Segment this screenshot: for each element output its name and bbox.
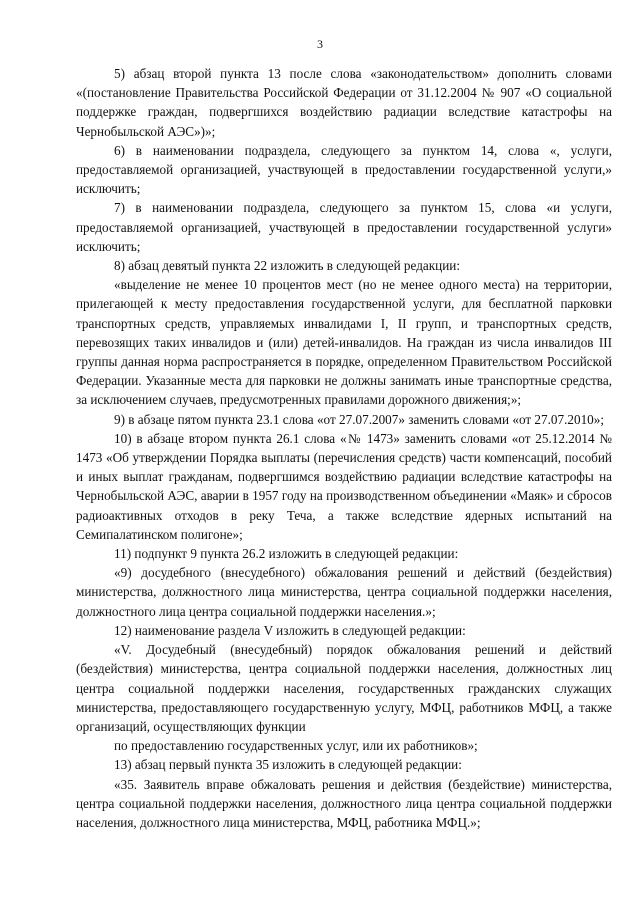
paragraph-item-8: 8) абзац девятый пункта 22 изложить в следующей редакции: bbox=[114, 258, 461, 274]
page-number: 3 bbox=[317, 37, 323, 51]
paragraph-quote-section-v-continued: по предоставлению государственных услуг, или их работников»; bbox=[114, 738, 478, 754]
paragraph-item-11: 11) подпункт 9 пункта 26.2 изложить в следующей редакции: bbox=[114, 546, 459, 562]
paragraph-quote-parking: «выделение не менее 10 процентов мест (но не менее одного места) на территории, прилегающей к месту предоставления государственной услуги, для бесплатной парковки транспортных средств, управляемых инвалидами I, II групп, и транспортных средств, перевозящих таких инвалидов и (или) детей-инвалидов. На граждан из числа инвалидов III группы данная норма распространяется в порядке, определенном Правительством Российской Федерации. Указанные места для парковки не должны занимать иные транспортные средства, за исключением случаев, предусмотренных правилами дорожного движения;»; bbox=[76, 277, 612, 408]
document-body bbox=[76, 64, 612, 832]
paragraph-item-12: 12) наименование раздела V изложить в следующей редакции: bbox=[114, 622, 466, 638]
paragraph-item-5: 5) абзац второй пункта 13 после слова «законодательством» дополнить словами «(постановление Правительства Российской Федерации от 31.12.2004 № 907 «О социальной поддержке граждан, подвергшихся воздействию радиации вследствие катастрофы на Чернобыльской АЭС»)»; bbox=[76, 66, 612, 139]
paragraph-item-9: 9) в абзаце пятом пункта 23.1 слова «от 27.07.2007» заменить словами «от 27.07.2010»; bbox=[114, 411, 605, 427]
paragraph-item-13: 13) абзац первый пункта 35 изложить в следующей редакции: bbox=[114, 757, 462, 773]
paragraph-quote-35: «35. Заявитель вправе обжаловать решения и действия (бездействие) министерства, центра социальной поддержки населения, должностного лица центра социальной поддержки населения, должностного лица министерства, МФЦ, работника МФЦ.»; bbox=[76, 776, 612, 830]
paragraph-quote-section-v: «V. Досудебный (внесудебный) порядок обжалования решений и действий (бездействия) министерства, центра социальной поддержки населения, должностных лиц центра социальной поддержки населения, государственных гражданских служащих министерства, предоставляющего государственную услугу, МФЦ, работников МФЦ, а также организаций, осуществляющих функции bbox=[76, 642, 612, 734]
paragraph-item-10: 10) в абзаце втором пункта 26.1 слова «№ 1473» заменить словами «от 25.12.2014 № 1473 «Об утверждении Порядка выплаты (перечисления средств) части компенсаций, пособий и иных выплат гражданам, подвергшимся воздействию радиации вследствие катастрофы на Чернобыльской АЭС, аварии в 1957 году на производственном объединении «Маяк» и сбросов радиоактивных отходов в реку Теча, а также вследствие ядерных испытаний на Семипалатинском полигоне»; bbox=[76, 430, 612, 542]
paragraph-item-7: 7) в наименовании подраздела, следующего за пунктом 15, слова «и услуги, предоставляемой организацией, участвующей в предоставлении государственной услуги» исключить; bbox=[76, 200, 612, 254]
paragraph-item-6: 6) в наименовании подраздела, следующего за пунктом 14, слова «, услуги, предоставляемой организацией, участвующей в предоставлении государственной услуги,» исключить; bbox=[76, 142, 612, 197]
paragraph-quote-appeal: «9) досудебного (внесудебного) обжалования решений и действий (бездействия) министерства, должностного лица министерства, центра социальной поддержки населения, должностного лица центра социальной поддержки населения.»; bbox=[76, 565, 612, 619]
